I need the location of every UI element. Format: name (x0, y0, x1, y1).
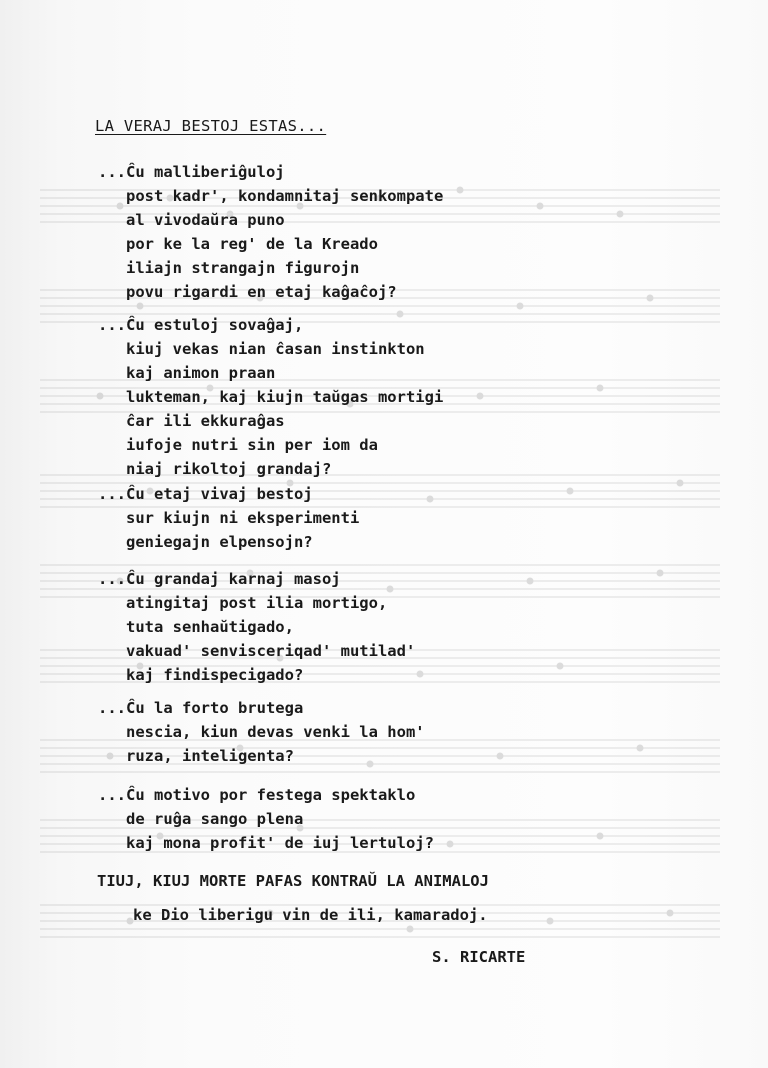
poem-line: de ruĝa sango plena (98, 810, 304, 828)
stanza-1 (98, 160, 443, 304)
poem-line: vakuad' senvisceriqad' mutilad' (98, 642, 416, 660)
poem-line: al vivodaŭra puno (98, 211, 285, 229)
poem-line: kaj animon praan (98, 364, 276, 382)
poem-line: ...Ĉu etaj vivaj bestoj (98, 485, 313, 503)
author-signature: S. RICARTE (432, 948, 526, 966)
closing-line-1: TIUJ, KIUJ MORTE PAFAS KONTRAŬ LA ANIMALOJ (97, 872, 489, 890)
poem-title: LA VERAJ BESTOJ ESTAS... (95, 117, 327, 135)
poem-line: ĉar ili ekkuraĝas (98, 412, 285, 430)
poem-line: post kadr', kondamnitaj senkompate (98, 187, 444, 205)
poem-line: tuta senhaŭtigado, (98, 618, 294, 636)
poem-line: kiuj vekas nian ĉasan instinkton (98, 340, 425, 358)
poem-line: por ke la reg' de la Kreado (98, 235, 378, 253)
poem-line: atingitaj post ilia mortigo, (98, 594, 388, 612)
poem-line: iliajn strangajn figurojn (98, 259, 360, 277)
poem-line: ...Ĉu grandaj karnaj masoj (98, 570, 341, 588)
stanza-6 (98, 783, 434, 855)
poem-line: povu rigardi en etaj kaĝaĉoj? (98, 283, 397, 301)
poem-line: geniegajn elpensojn? (98, 533, 313, 551)
poem-line: nescia, kiun devas venki la hom' (98, 723, 425, 741)
stanza-5 (98, 696, 425, 768)
poem-line: kaj mona profit' de iuj lertuloj? (98, 834, 434, 852)
poem-line: lukteman, kaj kiujn taŭgas mortigi (98, 388, 444, 406)
poem-line: niaj rikoltoj grandaj? (98, 460, 332, 478)
poem-line: ...Ĉu motivo por festega spektaklo (98, 786, 416, 804)
closing-line-2: ke Dio liberigu vin de ili, kamaradoj. (133, 906, 488, 924)
poem-line: ...Ĉu malliberiĝuloj (98, 163, 285, 181)
poem-line: iufoje nutri sin per iom da (98, 436, 378, 454)
poem-line: kaj findispecigado? (98, 666, 304, 684)
stanza-2 (98, 313, 443, 481)
poem-line: ...Ĉu la forto brutega (98, 699, 304, 717)
stanza-4 (98, 567, 415, 687)
stanza-3 (98, 482, 359, 554)
poem-line: sur kiujn ni eksperimenti (98, 509, 360, 527)
poem-line: ...Ĉu estuloj sovaĝaj, (98, 316, 304, 334)
poem-line: ruza, inteligenta? (98, 747, 294, 765)
